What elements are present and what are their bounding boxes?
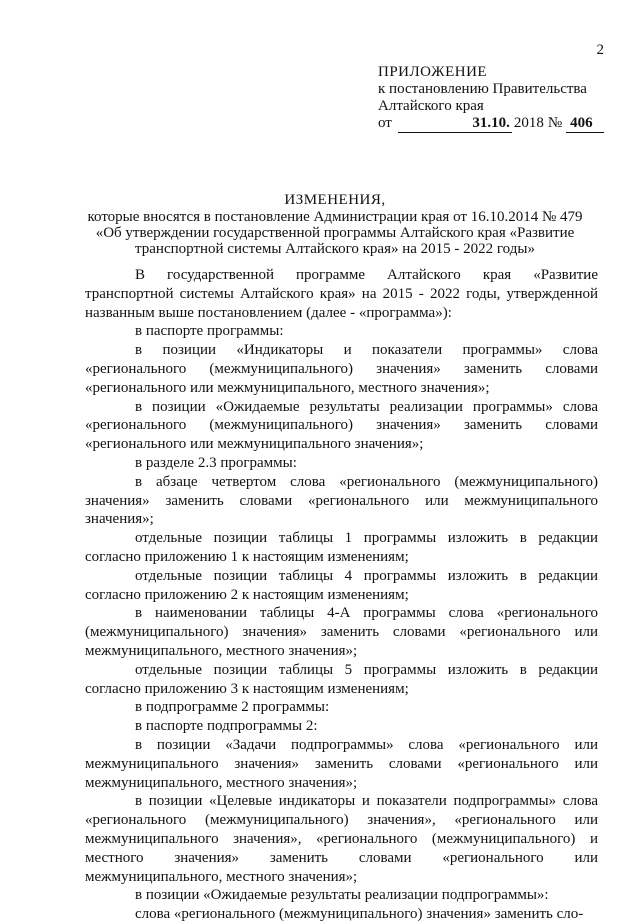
appendix-line-1: к постановлению Правительства [378, 81, 587, 97]
paragraph: отдельные позиции таблицы 5 программы изложить в редакции согласно приложению 3 к настоящим изменениям; [85, 661, 598, 697]
paragraph: в паспорте подпрограммы 2: [135, 718, 318, 735]
paragraph: в позиции «Индикаторы и показатели программы» слова «регионального (межмуниципального) значения» заменить словами «регионального или межмуниципального, местного значения»; [85, 342, 598, 396]
paragraph: в паспорте программы: [135, 323, 284, 340]
paragraph: в позиции «Ожидаемые результаты реализации подпрограммы»: [135, 887, 549, 904]
heading-title: ИЗМЕНЕНИЯ, [284, 192, 386, 208]
appendix-line-2: Алтайского края [378, 98, 484, 114]
paragraph: в позиции «Ожидаемые результаты реализации программы» слова «регионального (межмуниципального) значения» заменить словами «регионального или межмуниципального значения»; [85, 398, 598, 453]
appendix-title: ПРИЛОЖЕНИЕ [378, 64, 488, 80]
paragraph: в наименовании таблицы 4-А программы слова «регионального (межмуниципального) значения» заменить словами «регионального или межмуниципального, местного значения»; [85, 605, 598, 659]
paragraph: в позиции «Задачи подпрограммы» слова «регионального или межмуниципального значения» заменить словами «регионального или межмуниципального, местного значения»; [85, 736, 598, 791]
page-number: 2 [596, 42, 604, 58]
decree-number: 406 [566, 115, 604, 133]
paragraph: в подпрограмме 2 программы: [135, 699, 330, 716]
decree-year: 2018 [513, 115, 544, 131]
heading-line-2: «Об утверждении государственной программы Алтайского края «Развитие [95, 225, 575, 241]
paragraph: В государственной программе Алтайского края «Развитие транспортной системы Алтайского края» на 2015 - 2022 годы, утвержденной названным выше постановлением (далее - «программа»): [85, 267, 598, 321]
paragraph: отдельные позиции таблицы 4 программы изложить в редакции согласно приложению 2 к настоящим изменениям; [85, 567, 598, 603]
decree-date: 31.10. [398, 115, 512, 133]
paragraph: отдельные позиции таблицы 1 программы изложить в редакции согласно приложению 1 к настоящим изменениям; [85, 530, 598, 565]
heading-line-3: транспортной системы Алтайского края» на 2015 - 2022 годы» [135, 241, 535, 257]
paragraph: в позиции «Целевые индикаторы и показатели подпрограммы» слова «регионального (межмуниципального) значения», «регионального или межмуниципального значения», «регионального (межмуниципального) и местного значения» заменить словами «регионального или межмуниципального, местного значения»; [85, 793, 598, 885]
number-label: № [547, 115, 563, 131]
document-body [85, 266, 598, 924]
heading-line-1: которые вносятся в постановление Администрации края от 16.10.2014 № 479 [87, 209, 583, 225]
appendix-date-row [378, 115, 618, 133]
paragraph: слова «регионального (межмуниципального) значения» заменить сло- [135, 906, 584, 923]
paragraph: в разделе 2.3 программы: [135, 454, 297, 471]
document-heading [80, 192, 590, 257]
paragraph: в абзаце четвертом слова «регионального (межмуниципального) значения» заменить словами «регионального или межмуниципального значения»; [85, 473, 598, 528]
from-label: от [378, 115, 392, 131]
appendix-block [378, 64, 618, 133]
